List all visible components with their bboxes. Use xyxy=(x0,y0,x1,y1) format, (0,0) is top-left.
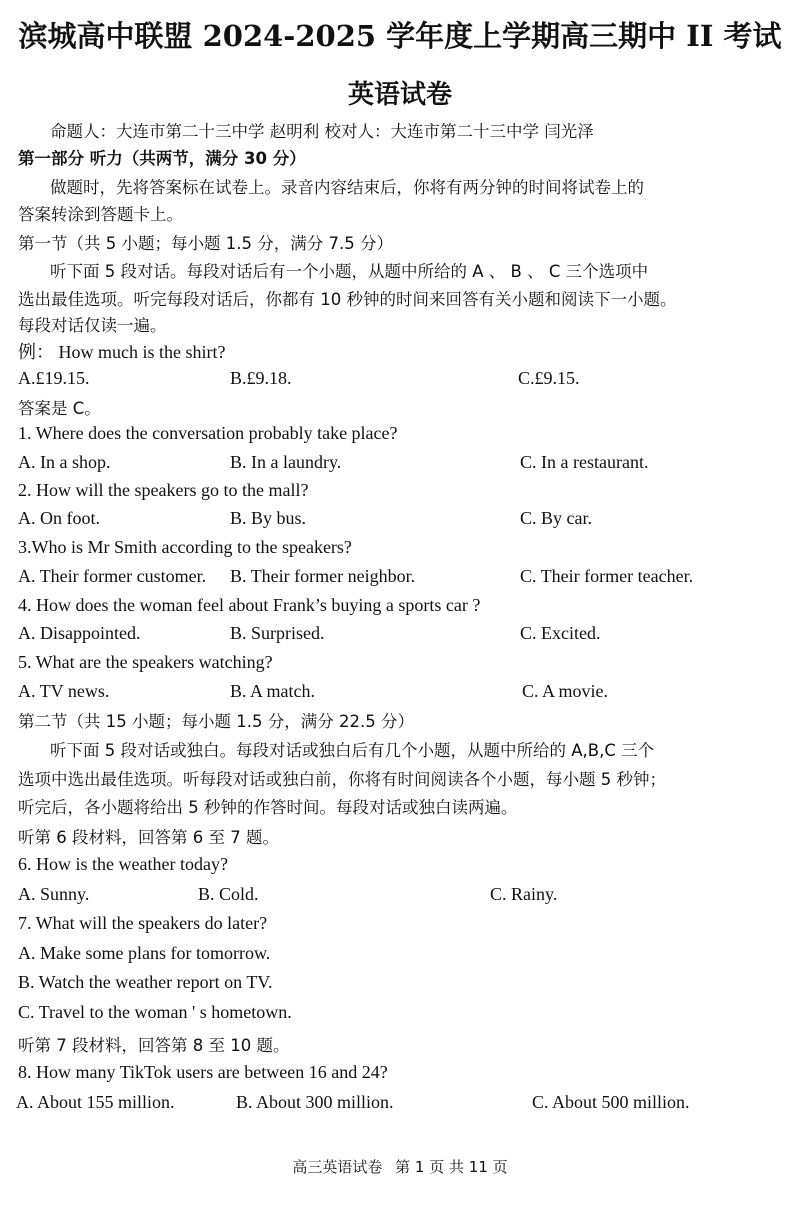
q2-option-b: B. By bus. xyxy=(230,508,307,528)
section2-heading: 第二节（共 15 小题；每小题 1.5 分，满分 22.5 分） xyxy=(18,712,414,731)
q8-option-c: C. About 500 million. xyxy=(532,1092,690,1112)
question-6: 6. How is the weather today? xyxy=(18,854,228,874)
q2-option-c: C. By car. xyxy=(520,508,592,528)
question-1: 1. Where does the conversation probably take place? xyxy=(18,423,398,443)
question-5: 5. What are the speakers watching? xyxy=(18,652,273,672)
section2-text-1: 听下面 5 段对话或独白。每段对话或独白后有几个小题，从题中所给的 A,B,C 三个 xyxy=(50,741,655,760)
q6-option-b: B. Cold. xyxy=(198,884,259,904)
q3-option-c: C. Their former teacher. xyxy=(520,566,694,586)
intro-text-2: 答案转涂到答题卡上。 xyxy=(18,205,183,224)
section1-text-1: 听下面 5 段对话。每段对话后有一个小题，从题中所给的 A 、 B 、 C 三个选项中 xyxy=(50,262,649,281)
section1-heading: 第一节（共 5 小题；每小题 1.5 分，满分 7.5 分） xyxy=(18,234,393,253)
q8-option-a: A. About 155 million. xyxy=(16,1092,175,1112)
q5-option-a: A. TV news. xyxy=(18,681,110,701)
q3-option-b: B. Their former neighbor. xyxy=(230,566,416,586)
q7-option-a: A. Make some plans for tomorrow. xyxy=(18,943,271,963)
q5-option-b: B. A match. xyxy=(230,681,315,701)
exam-subtitle: 英语试卷 xyxy=(347,80,452,110)
section2-text-3: 听完后，各小题将给出 5 秒钟的作答时间。每段对话或独白读两遍。 xyxy=(18,798,518,817)
q7-option-b: B. Watch the weather report on TV. xyxy=(18,972,273,992)
example-option-c: C.£9.15. xyxy=(518,368,580,388)
section1-text-3: 每段对话仅读一遍。 xyxy=(18,316,167,335)
page-footer xyxy=(0,1156,800,1177)
q5-option-c: C. A movie. xyxy=(522,681,609,701)
q1-option-b: B. In a laundry. xyxy=(230,452,342,472)
question-3: 3.Who is Mr Smith according to the speakers? xyxy=(18,537,352,557)
section2-text-2: 选项中选出最佳选项。听每段对话或独白前，你将有时间阅读各个小题，每小题 5 秒钟； xyxy=(18,770,666,789)
q6-option-a: A. Sunny. xyxy=(18,884,90,904)
example-option-b: B.£9.18. xyxy=(230,368,292,388)
q7-option-c: C. Travel to the woman ' s hometown. xyxy=(18,1002,292,1022)
q1-option-a: A. In a shop. xyxy=(18,452,111,472)
footer-page-info: 第 1 页 共 11 页 xyxy=(395,1158,508,1176)
q4-option-b: B. Surprised. xyxy=(230,623,325,643)
q2-option-a: A. On foot. xyxy=(18,508,100,528)
question-7: 7. What will the speakers do later? xyxy=(18,913,268,933)
section1-text-2: 选出最佳选项。听完每段对话后，你都有 10 秒钟的时间来回答有关小题和阅读下一小题。 xyxy=(18,290,677,309)
q1-option-c: C. In a restaurant. xyxy=(520,452,649,472)
q4-option-c: C. Excited. xyxy=(520,623,601,643)
example-question: 例： How much is the shirt? xyxy=(18,342,226,362)
q6-option-c: C. Rainy. xyxy=(490,884,558,904)
question-4: 4. How does the woman feel about Frank’s buying a sports car ? xyxy=(18,595,481,615)
part1-heading: 第一部分 听力（共两节，满分 30 分） xyxy=(18,149,306,168)
question-2: 2. How will the speakers go to the mall? xyxy=(18,480,309,500)
q3-option-a: A. Their former customer. xyxy=(18,566,207,586)
q4-option-a: A. Disappointed. xyxy=(18,623,141,643)
exam-title: 滨城高中联盟 2024-2025 学年度上学期高三期中 II 考试 xyxy=(18,19,782,53)
question-8: 8. How many TikTok users are between 16 and 24? xyxy=(18,1062,388,1082)
authors-line: 命题人：大连市第二十三中学 赵明利 校对人：大连市第二十三中学 闫光泽 xyxy=(50,122,594,141)
footer-paper-name: 高三英语试卷 xyxy=(292,1158,383,1176)
example-option-a: A.£19.15. xyxy=(18,368,90,388)
example-answer: 答案是 C。 xyxy=(18,399,101,418)
intro-text-1: 做题时，先将答案标在试卷上。录音内容结束后，你将有两分钟的时间将试卷上的 xyxy=(50,178,644,197)
material-6-heading: 听第 6 段材料，回答第 6 至 7 题。 xyxy=(18,828,279,847)
q8-option-b: B. About 300 million. xyxy=(236,1092,394,1112)
material-7-heading: 听第 7 段材料，回答第 8 至 10 题。 xyxy=(18,1036,290,1055)
